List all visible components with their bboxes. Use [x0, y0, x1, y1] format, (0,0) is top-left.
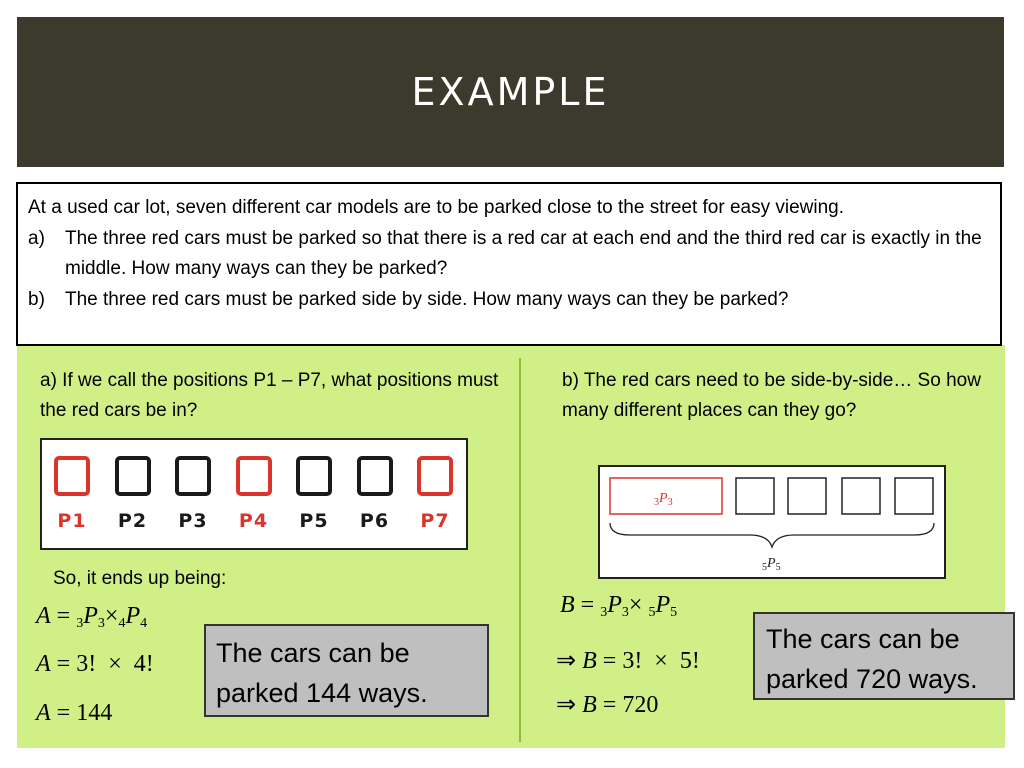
parking-slot: [417, 456, 453, 496]
equation-b-2: ⇒ B = 3! × 5!: [556, 648, 700, 674]
problem-item-text: The three red cars must be parked so that there is a red car at each end and the third red car is exactly in the middle. How many ways can they be parked?: [65, 227, 982, 279]
parking-slot-label: P4: [238, 510, 269, 532]
ends-up-text: So, it ends up being:: [53, 568, 227, 589]
equation-b-1: $B = _3P_3\times _5P_5$: [560, 592, 678, 620]
equation-a-3: A = 144: [36, 700, 113, 726]
column-divider: [519, 358, 521, 742]
problem-item-text: The three red cars must be parked side by side. How many ways can they be parked?: [65, 288, 789, 310]
equation-b-3: ⇒ B = 720: [556, 692, 659, 718]
problem-statement: [16, 182, 1002, 346]
parking-slot: [54, 456, 90, 496]
parking-slot-label: P6: [359, 510, 390, 532]
parking-slot: [357, 456, 393, 496]
brace: [610, 523, 934, 547]
title-bar: [17, 17, 1004, 167]
problem-item-label: a): [28, 227, 45, 249]
slot-box: [842, 478, 880, 514]
parking-slot: [236, 456, 272, 496]
parking-slot-label: P1: [57, 510, 87, 532]
parking-slot-label: P2: [117, 510, 148, 532]
problem-item-b: [28, 285, 990, 316]
side-by-side-diagram: [598, 465, 946, 579]
parking-slot: [296, 456, 332, 496]
slot-box: [788, 478, 826, 514]
brace-label: $_5P_5$: [762, 556, 781, 573]
equation-a-2: A = 3! × 4!: [36, 651, 154, 677]
result-box-a: The cars can be parked 144 ways.: [204, 624, 489, 717]
problem-item-label: b): [28, 288, 45, 310]
part-a-question: a) If we call the positions P1 – P7, what positions must the red cars be in?: [40, 370, 499, 421]
red-block-label: $_3P_3$: [654, 491, 673, 508]
parking-positions-diagram: [40, 438, 468, 550]
side-by-side-svg: [600, 467, 944, 577]
parking-slot-label: P7: [420, 510, 450, 532]
parking-slot: [115, 456, 151, 496]
slot-box: [736, 478, 774, 514]
slot-box: [895, 478, 933, 514]
slide-title: EXAMPLE: [411, 70, 610, 114]
equation-a-1: $A = _3P_3\times_4P_4$: [36, 603, 148, 631]
problem-intro: At a used car lot, seven different car models are to be parked close to the street for easy viewing.: [28, 197, 845, 218]
parking-slot-label: P5: [299, 510, 329, 532]
parking-slot-label: P3: [178, 510, 208, 532]
problem-item-a: [28, 224, 990, 285]
part-b-question: b) The red cars need to be side-by-side… So how many different places can they go?: [562, 370, 981, 421]
parking-slot: [175, 456, 211, 496]
result-box-b: The cars can be parked 720 ways.: [753, 612, 1015, 700]
